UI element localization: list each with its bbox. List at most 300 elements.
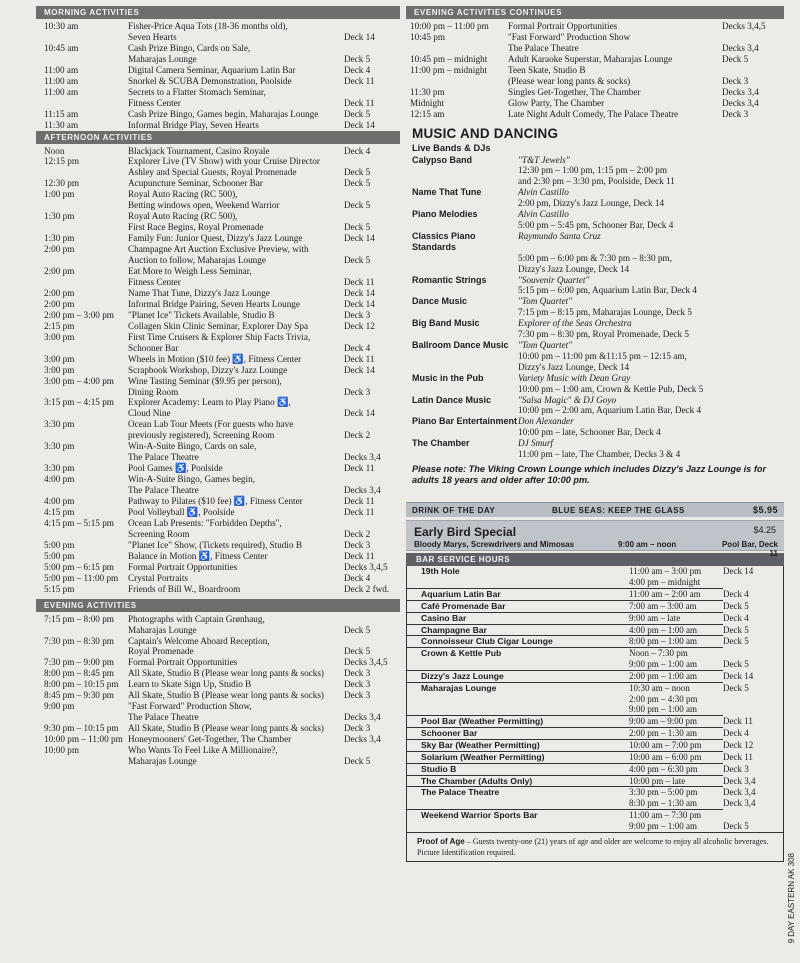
activity-deck	[344, 211, 400, 222]
activity-name: Fisher-Price Aqua Tots (18-36 months old),	[128, 21, 288, 31]
bar-name: Weekend Warrior Sports Bar	[421, 810, 538, 821]
activity-deck: Deck 11	[344, 75, 375, 86]
schedule-row	[36, 636, 400, 647]
activity-deck: Deck 11	[344, 506, 375, 517]
activity-time: 7:15 pm – 8:00 pm	[44, 613, 114, 624]
activity-deck	[344, 745, 400, 756]
bar-row	[407, 577, 783, 589]
activity-deck	[344, 701, 400, 712]
music-row	[406, 165, 784, 176]
activity-deck: Deck 3	[344, 679, 371, 690]
music-info: 10:00 pm – late, Schooner Bar, Deck 4	[518, 427, 661, 438]
bar-deck: Deck 3,4	[723, 775, 756, 786]
bar-name: Schooner Bar	[407, 728, 629, 740]
activity-time: 2:00 pm	[44, 298, 75, 309]
activity-name: "Planet Ice" Tickets Available, Studio B	[128, 309, 275, 320]
activity-deck: Deck 14	[344, 233, 375, 244]
activity-name: Formal Portrait Opportunities	[508, 21, 618, 31]
music-info: Don Alexander	[518, 416, 574, 427]
activity-name: Blackjack Tournament, Casino Royale	[128, 145, 270, 156]
music-genre: Big Band Music	[412, 318, 480, 329]
activity-time: 10:45 pm – midnight	[410, 53, 488, 64]
music-info: 2:00 pm, Dizzy's Jazz Lounge, Deck 14	[518, 198, 665, 209]
page-side-label: 9 DAY EASTERN AK 308	[787, 852, 796, 943]
schedule-row	[36, 485, 400, 496]
activity-time: 3:30 pm	[44, 441, 75, 452]
bar-name: Dizzy's Jazz Lounge	[407, 671, 629, 683]
activity-deck	[344, 614, 400, 625]
music-row	[406, 438, 784, 449]
bar-deck: Deck 3,4	[723, 787, 756, 798]
activity-time: 10:30 am	[44, 21, 79, 31]
activity-name: (Please wear long pants & socks)	[508, 75, 631, 86]
activity-name: Pool Volleyball ♿, Poolside	[128, 506, 235, 517]
bar-row	[407, 752, 783, 764]
schedule-row	[36, 430, 400, 441]
music-info: Explorer of the Seas Orchestra	[518, 318, 632, 329]
schedule-row	[36, 120, 400, 131]
music-and-dancing-title: MUSIC AND DANCING	[412, 125, 559, 141]
activity-name: "Fast Forward" Production Show	[508, 31, 631, 42]
activity-time	[36, 255, 128, 266]
early-bird-price: $4.25	[753, 525, 776, 536]
bar-deck: Deck 5	[723, 624, 749, 635]
bar-service-hours-header: BAR SERVICE HOURS	[406, 553, 784, 566]
schedule-row	[36, 573, 400, 584]
activity-time: 7:30 pm – 9:00 pm	[44, 657, 114, 668]
bar-name: Solarium (Weather Permitting)	[407, 752, 629, 764]
activity-time: 5:00 pm – 11:00 pm	[44, 572, 119, 583]
schedule-row	[36, 690, 400, 701]
bar-hours: 11:00 am – 3:00 pm	[629, 566, 702, 577]
early-bird-title: Early Bird Special	[414, 525, 517, 540]
music-genre	[406, 264, 518, 275]
bar-hours: 10:00 am – 7:00 pm	[629, 740, 723, 752]
activity-name: Pool Games ♿, Poolside	[128, 463, 223, 474]
activity-deck: Deck 3	[344, 309, 371, 320]
activity-deck	[344, 87, 400, 98]
activity-deck: Deck 14	[344, 364, 375, 375]
activity-deck: Deck 5	[344, 646, 371, 657]
activity-name: Royal Promenade	[128, 646, 194, 657]
bar-row	[407, 566, 783, 577]
activity-time	[406, 76, 508, 87]
music-genre: Calypso Band	[412, 154, 473, 165]
activity-name: Snorkel & SCUBA Demonstration, Poolside	[128, 75, 292, 86]
activity-deck: Deck 14	[344, 119, 375, 130]
bar-row	[407, 601, 783, 613]
bar-name: 19th Hole	[421, 566, 460, 577]
activity-name: Balance in Motion ♿, Fitness Center	[128, 550, 268, 561]
activity-deck	[344, 332, 400, 343]
activity-time: 5:00 pm	[44, 550, 75, 561]
schedule-row	[36, 540, 400, 551]
schedule-row	[36, 178, 400, 189]
music-row	[406, 307, 784, 318]
activity-deck: Decks 3,4,5	[344, 561, 388, 572]
early-bird-special	[406, 520, 784, 559]
music-row	[406, 384, 784, 395]
activity-time: 9:00 pm	[44, 701, 75, 712]
bar-name	[407, 821, 629, 832]
bar-hours: Noon – 7:30 pm	[629, 648, 688, 659]
activity-name: First Race Begins, Royal Promenade	[128, 222, 264, 233]
activity-deck: Decks 3,4,5	[344, 657, 388, 668]
left-column	[36, 6, 400, 767]
music-row	[406, 220, 784, 231]
music-genre: Ballroom Dance Music	[412, 339, 509, 350]
music-row	[406, 329, 784, 340]
bar-row	[407, 613, 783, 625]
music-row	[406, 416, 784, 427]
bar-row	[407, 625, 783, 637]
bar-deck	[723, 577, 783, 589]
bar-row	[407, 740, 783, 752]
activity-deck	[344, 43, 400, 54]
bar-deck	[723, 810, 783, 821]
music-info: Variety Music with Dean Gray	[518, 372, 631, 383]
music-genre	[406, 165, 518, 176]
activity-deck	[344, 441, 400, 452]
activity-name: Maharajas Lounge	[128, 756, 197, 766]
activity-time	[36, 277, 128, 288]
music-genre: Romantic Strings	[412, 274, 487, 285]
bar-deck	[723, 648, 783, 659]
activity-deck: Decks 3,4	[722, 86, 759, 97]
music-info: "Tom Quartet"	[518, 296, 573, 307]
activity-name: First Time Cruisers & Explorer Ship Facts Trivia,	[128, 331, 311, 342]
music-row	[406, 395, 784, 406]
activity-time: Noon	[44, 145, 65, 156]
activity-deck	[344, 474, 400, 485]
bar-row	[407, 636, 783, 648]
activity-name: Cash Prize Bingo, Cards on Sale,	[128, 42, 251, 53]
activity-name: "Fast Forward" Production Show,	[128, 701, 252, 712]
activity-name: The Palace Theatre	[128, 485, 199, 496]
activity-time: Midnight	[410, 97, 445, 108]
schedule-row	[406, 54, 784, 65]
activity-deck: Deck 3	[344, 723, 371, 734]
activity-name: Pathway to Pilates ($10 fee) ♿, Fitness Center	[128, 496, 303, 507]
schedule-row	[36, 551, 400, 562]
activity-deck: Deck 2	[344, 528, 371, 539]
bar-hours: 2:00 pm – 1:30 am	[629, 728, 723, 740]
activity-name: Photographs with Captain Grønhaug,	[128, 613, 265, 624]
music-row	[406, 318, 784, 329]
drink-price: $5.95	[752, 505, 778, 516]
activity-name: All Skate, Studio B (Please wear long pants & socks)	[128, 723, 324, 734]
activity-time: 4:00 pm	[44, 496, 75, 507]
music-genre	[406, 253, 518, 264]
activity-deck: Decks 3,4	[344, 734, 381, 745]
bar-name: Studio B	[407, 764, 629, 776]
bar-row	[407, 764, 783, 776]
music-info: 5:15 pm – 6:00 pm, Aquarium Latin Bar, Deck 4	[518, 285, 698, 296]
morning-activities-list	[36, 21, 400, 131]
bar-deck: Deck 4	[723, 589, 749, 600]
music-genre	[406, 307, 518, 318]
schedule-row	[36, 167, 400, 178]
schedule-row	[36, 518, 400, 529]
music-info: 7:30 pm – 8:30 pm, Royal Promenade, Deck 5	[518, 329, 689, 340]
schedule-row	[36, 87, 400, 98]
bar-name	[407, 798, 629, 810]
activity-time: 8:00 pm – 8:45 pm	[44, 668, 114, 679]
activity-time: 12:15 pm	[44, 156, 79, 167]
music-row	[406, 187, 784, 198]
schedule-row	[36, 244, 400, 255]
bar-hours: 9:00 pm – 1:00 am	[629, 820, 697, 831]
activity-time	[36, 200, 128, 211]
schedule-row	[36, 288, 400, 299]
music-row	[406, 296, 784, 307]
music-info: "T&T Jewels"	[518, 154, 570, 165]
bar-hours: 4:00 pm – midnight	[629, 577, 723, 589]
bar-deck: Deck 3	[723, 763, 749, 774]
bar-name: Champagne Bar	[407, 625, 629, 637]
bar-hours: 3:30 pm – 5:00 pm	[629, 787, 698, 798]
bar-hours: 4:00 pm – 1:00 am	[629, 625, 723, 637]
activity-time: 8:45 pm – 9:30 pm	[44, 690, 114, 701]
activity-time	[36, 712, 128, 723]
schedule-row	[36, 321, 400, 332]
music-info: Raymundo Santa Cruz	[518, 230, 601, 241]
bar-row	[407, 787, 783, 798]
bar-deck: Deck 5	[723, 659, 749, 670]
music-info: 12:30 pm – 1:00 pm, 1:15 pm – 2:00 pm	[518, 165, 668, 176]
activity-deck: Deck 5	[344, 756, 371, 766]
activity-name: Eat More to Weigh Less Seminar,	[128, 266, 252, 277]
evening-activities-header: EVENING ACTIVITIES	[36, 599, 400, 612]
bar-row	[407, 776, 783, 788]
activity-time: 3:30 pm	[44, 419, 75, 430]
activity-deck: Deck 11	[344, 276, 375, 287]
schedule-row	[36, 156, 400, 167]
activity-time: 2:00 pm	[44, 266, 75, 277]
activity-time: 2:00 pm – 3:00 pm	[44, 309, 114, 320]
activity-name: All Skate, Studio B (Please wear long pants & socks)	[128, 668, 324, 679]
activity-name: Honeymooners' Get-Together, The Chamber	[128, 734, 292, 745]
schedule-row	[36, 109, 400, 120]
music-genre	[406, 405, 518, 416]
schedule-row	[36, 679, 400, 690]
activity-name: The Palace Theatre	[128, 712, 199, 723]
bar-hours: 8:30 pm – 1:30 am	[629, 798, 723, 810]
activity-name: The Palace Theatre	[128, 452, 199, 463]
activity-deck: Decks 3,4	[344, 485, 381, 496]
activity-time	[406, 43, 508, 54]
bar-name: Aquarium Latin Bar	[407, 589, 629, 601]
schedule-row	[36, 32, 400, 43]
activity-time: 10:45 pm	[410, 31, 445, 42]
bar-deck: Deck 5	[723, 636, 749, 647]
activity-deck	[344, 376, 400, 387]
evening-activities-list	[36, 614, 400, 767]
schedule-row	[36, 668, 400, 679]
activity-time: 10:00 pm – 11:00 pm	[410, 21, 489, 31]
activity-deck: Deck 5	[344, 108, 371, 119]
activity-time: 11:15 am	[44, 108, 79, 119]
music-row	[406, 449, 784, 460]
activity-name: Acupuncture Seminar, Schooner Bar	[128, 178, 263, 189]
activity-deck	[344, 156, 400, 167]
activity-time: 1:30 pm	[44, 211, 75, 222]
activity-deck: Deck 5	[344, 255, 371, 266]
activity-time: 11:00 am	[44, 75, 79, 86]
early-bird-time: 9:00 am – noon	[618, 540, 677, 550]
bar-deck: Deck 4	[723, 728, 749, 739]
activity-name: Fitness Center	[128, 276, 181, 287]
music-info: "Tom Quartet"	[518, 339, 573, 350]
activity-deck: Deck 5	[344, 178, 371, 189]
schedule-row	[36, 365, 400, 376]
activity-name: Ocean Lab Tour Meets (For guests who have	[128, 419, 294, 430]
music-genre	[406, 449, 518, 460]
activity-time	[36, 167, 128, 178]
activity-deck: Deck 12	[344, 320, 375, 331]
activity-name: Who Wants To Feel Like A Millionaire?,	[128, 745, 278, 756]
bar-hours: 8:00 pm – 1:00 am	[629, 636, 723, 648]
music-info: Dizzy's Jazz Lounge, Deck 14	[518, 263, 630, 274]
bar-deck	[723, 694, 783, 705]
music-row	[406, 340, 784, 351]
schedule-row	[406, 76, 784, 87]
music-row	[406, 209, 784, 220]
schedule-row	[36, 98, 400, 109]
bar-row	[407, 694, 783, 705]
activity-deck	[344, 419, 400, 430]
activity-deck: Deck 4	[344, 64, 371, 75]
early-bird-place: Pool Bar, Deck 11	[721, 540, 778, 559]
activity-deck: Deck 5	[722, 53, 749, 64]
schedule-row	[36, 474, 400, 485]
activity-time: 12:15 am	[410, 108, 445, 119]
schedule-row	[36, 562, 400, 573]
activity-time	[36, 646, 128, 657]
activity-name: Royal Auto Racing (RC 500),	[128, 189, 238, 200]
schedule-row	[36, 343, 400, 354]
schedule-row	[36, 734, 400, 745]
activity-deck: Decks 3,4	[722, 42, 759, 53]
bar-row	[407, 704, 783, 716]
activity-time: 4:00 pm	[44, 474, 75, 485]
activity-name: Ashley and Special Guests, Royal Promenade	[128, 167, 297, 178]
music-info: Alvin Castillo	[518, 209, 569, 220]
music-row	[406, 405, 784, 416]
activity-deck: Deck 4	[344, 145, 371, 156]
bar-name	[407, 577, 629, 589]
early-bird-details	[414, 540, 778, 558]
music-genre	[406, 198, 518, 209]
activity-name: Dining Room	[128, 386, 179, 397]
activity-deck: Deck 11	[344, 97, 375, 108]
music-genre: Name That Tune	[412, 187, 482, 198]
bar-deck: Deck 5	[723, 682, 749, 693]
lounge-age-note: Please note: The Viking Crown Lounge which includes Dizzy's Jazz Lounge is for adults 18 years and older after 10:00 pm.	[412, 463, 767, 486]
activity-time	[36, 485, 128, 496]
music-info: DJ Smurf	[518, 438, 553, 449]
bar-name: Casino Bar	[407, 613, 629, 625]
activity-time: 5:00 pm	[44, 539, 75, 550]
activity-name: Late Night Adult Comedy, The Palace Theatre	[508, 108, 679, 119]
activity-name: Seven Hearts	[128, 31, 177, 42]
music-info: 11:00 pm – late, The Chamber, Decks 3 & 4	[518, 449, 681, 460]
music-info: Dizzy's Jazz Lounge, Deck 14	[518, 361, 630, 372]
music-info: 10:00 pm – 1:00 am, Crown & Kettle Pub, Deck 5	[518, 383, 704, 394]
bar-hours: 10:00 pm – late	[629, 776, 723, 788]
bar-name: The Chamber (Adults Only)	[407, 776, 629, 788]
music-list	[406, 155, 784, 460]
music-genre: Piano Melodies	[412, 209, 478, 220]
activity-deck: Deck 3	[344, 690, 371, 701]
activity-deck: Deck 4	[344, 342, 371, 353]
bar-hours: 7:00 am – 3:00 am	[629, 601, 723, 613]
schedule-row	[36, 441, 400, 452]
schedule-row	[36, 376, 400, 387]
schedule-row	[36, 54, 400, 65]
activity-deck: Deck 3	[722, 108, 749, 119]
activity-time	[36, 54, 128, 65]
activity-deck	[722, 32, 784, 43]
schedule-row	[36, 387, 400, 398]
activity-time: 10:00 pm – 11:00 pm	[44, 734, 123, 745]
schedule-row	[36, 43, 400, 54]
schedule-row	[36, 222, 400, 233]
music-row	[406, 264, 784, 275]
music-row	[406, 198, 784, 209]
bar-row	[407, 683, 783, 694]
schedule-row	[406, 21, 784, 32]
activity-deck: Deck 5	[344, 167, 371, 178]
bar-row	[407, 716, 783, 728]
activity-name: "Planet Ice" Show, (Tickets required), Studio B	[128, 539, 302, 550]
activity-name: Fitness Center	[128, 97, 181, 108]
bar-deck: Deck 5	[723, 820, 749, 831]
bar-hours: 4:00 pm – 6:30 pm	[629, 764, 723, 776]
activity-deck	[344, 266, 400, 277]
activity-name: Formal Portrait Opportunities	[128, 561, 238, 572]
schedule-row	[36, 625, 400, 636]
activity-deck: Deck 3	[344, 668, 371, 679]
schedule-row	[406, 87, 784, 98]
right-column	[406, 6, 784, 862]
schedule-row	[36, 419, 400, 430]
activity-name: Explorer Academy: Learn to Play Piano ♿,	[128, 397, 291, 408]
activity-time: 4:15 pm – 5:15 pm	[44, 517, 114, 528]
evening-continues-header: EVENING ACTIVITIES CONTINUES	[406, 6, 784, 19]
bar-deck: Deck 11	[723, 716, 753, 727]
activity-name: Glow Party, The Chamber	[508, 97, 605, 108]
music-info: 10:00 pm – 2:00 am, Aquarium Latin Bar, Deck 4	[518, 405, 702, 416]
bar-service-hours-list	[406, 566, 784, 832]
bar-hours: 10:30 am – noon	[629, 682, 690, 693]
bar-deck: Deck 4	[723, 612, 749, 623]
drink-name: BLUE SEAS: KEEP THE GLASS	[552, 506, 685, 516]
activity-name: Cloud Nine	[128, 408, 171, 419]
music-genre	[406, 362, 518, 373]
schedule-row	[406, 109, 784, 120]
activity-time	[36, 452, 128, 463]
activity-deck: Deck 5	[344, 624, 371, 635]
schedule-row	[36, 529, 400, 540]
bar-name: Connoisseur Club Cigar Lounge	[407, 636, 629, 648]
bar-name: Café Promenade Bar	[407, 601, 629, 613]
early-bird-items: Bloody Marys, Screwdrivers and Mimosas	[414, 540, 575, 550]
music-row	[406, 373, 784, 384]
proof-of-age-label: Proof of Age	[417, 836, 465, 846]
music-genre: Classics Piano Standards	[412, 230, 476, 252]
activity-name: Betting windows open, Weekend Warrior	[128, 200, 280, 211]
